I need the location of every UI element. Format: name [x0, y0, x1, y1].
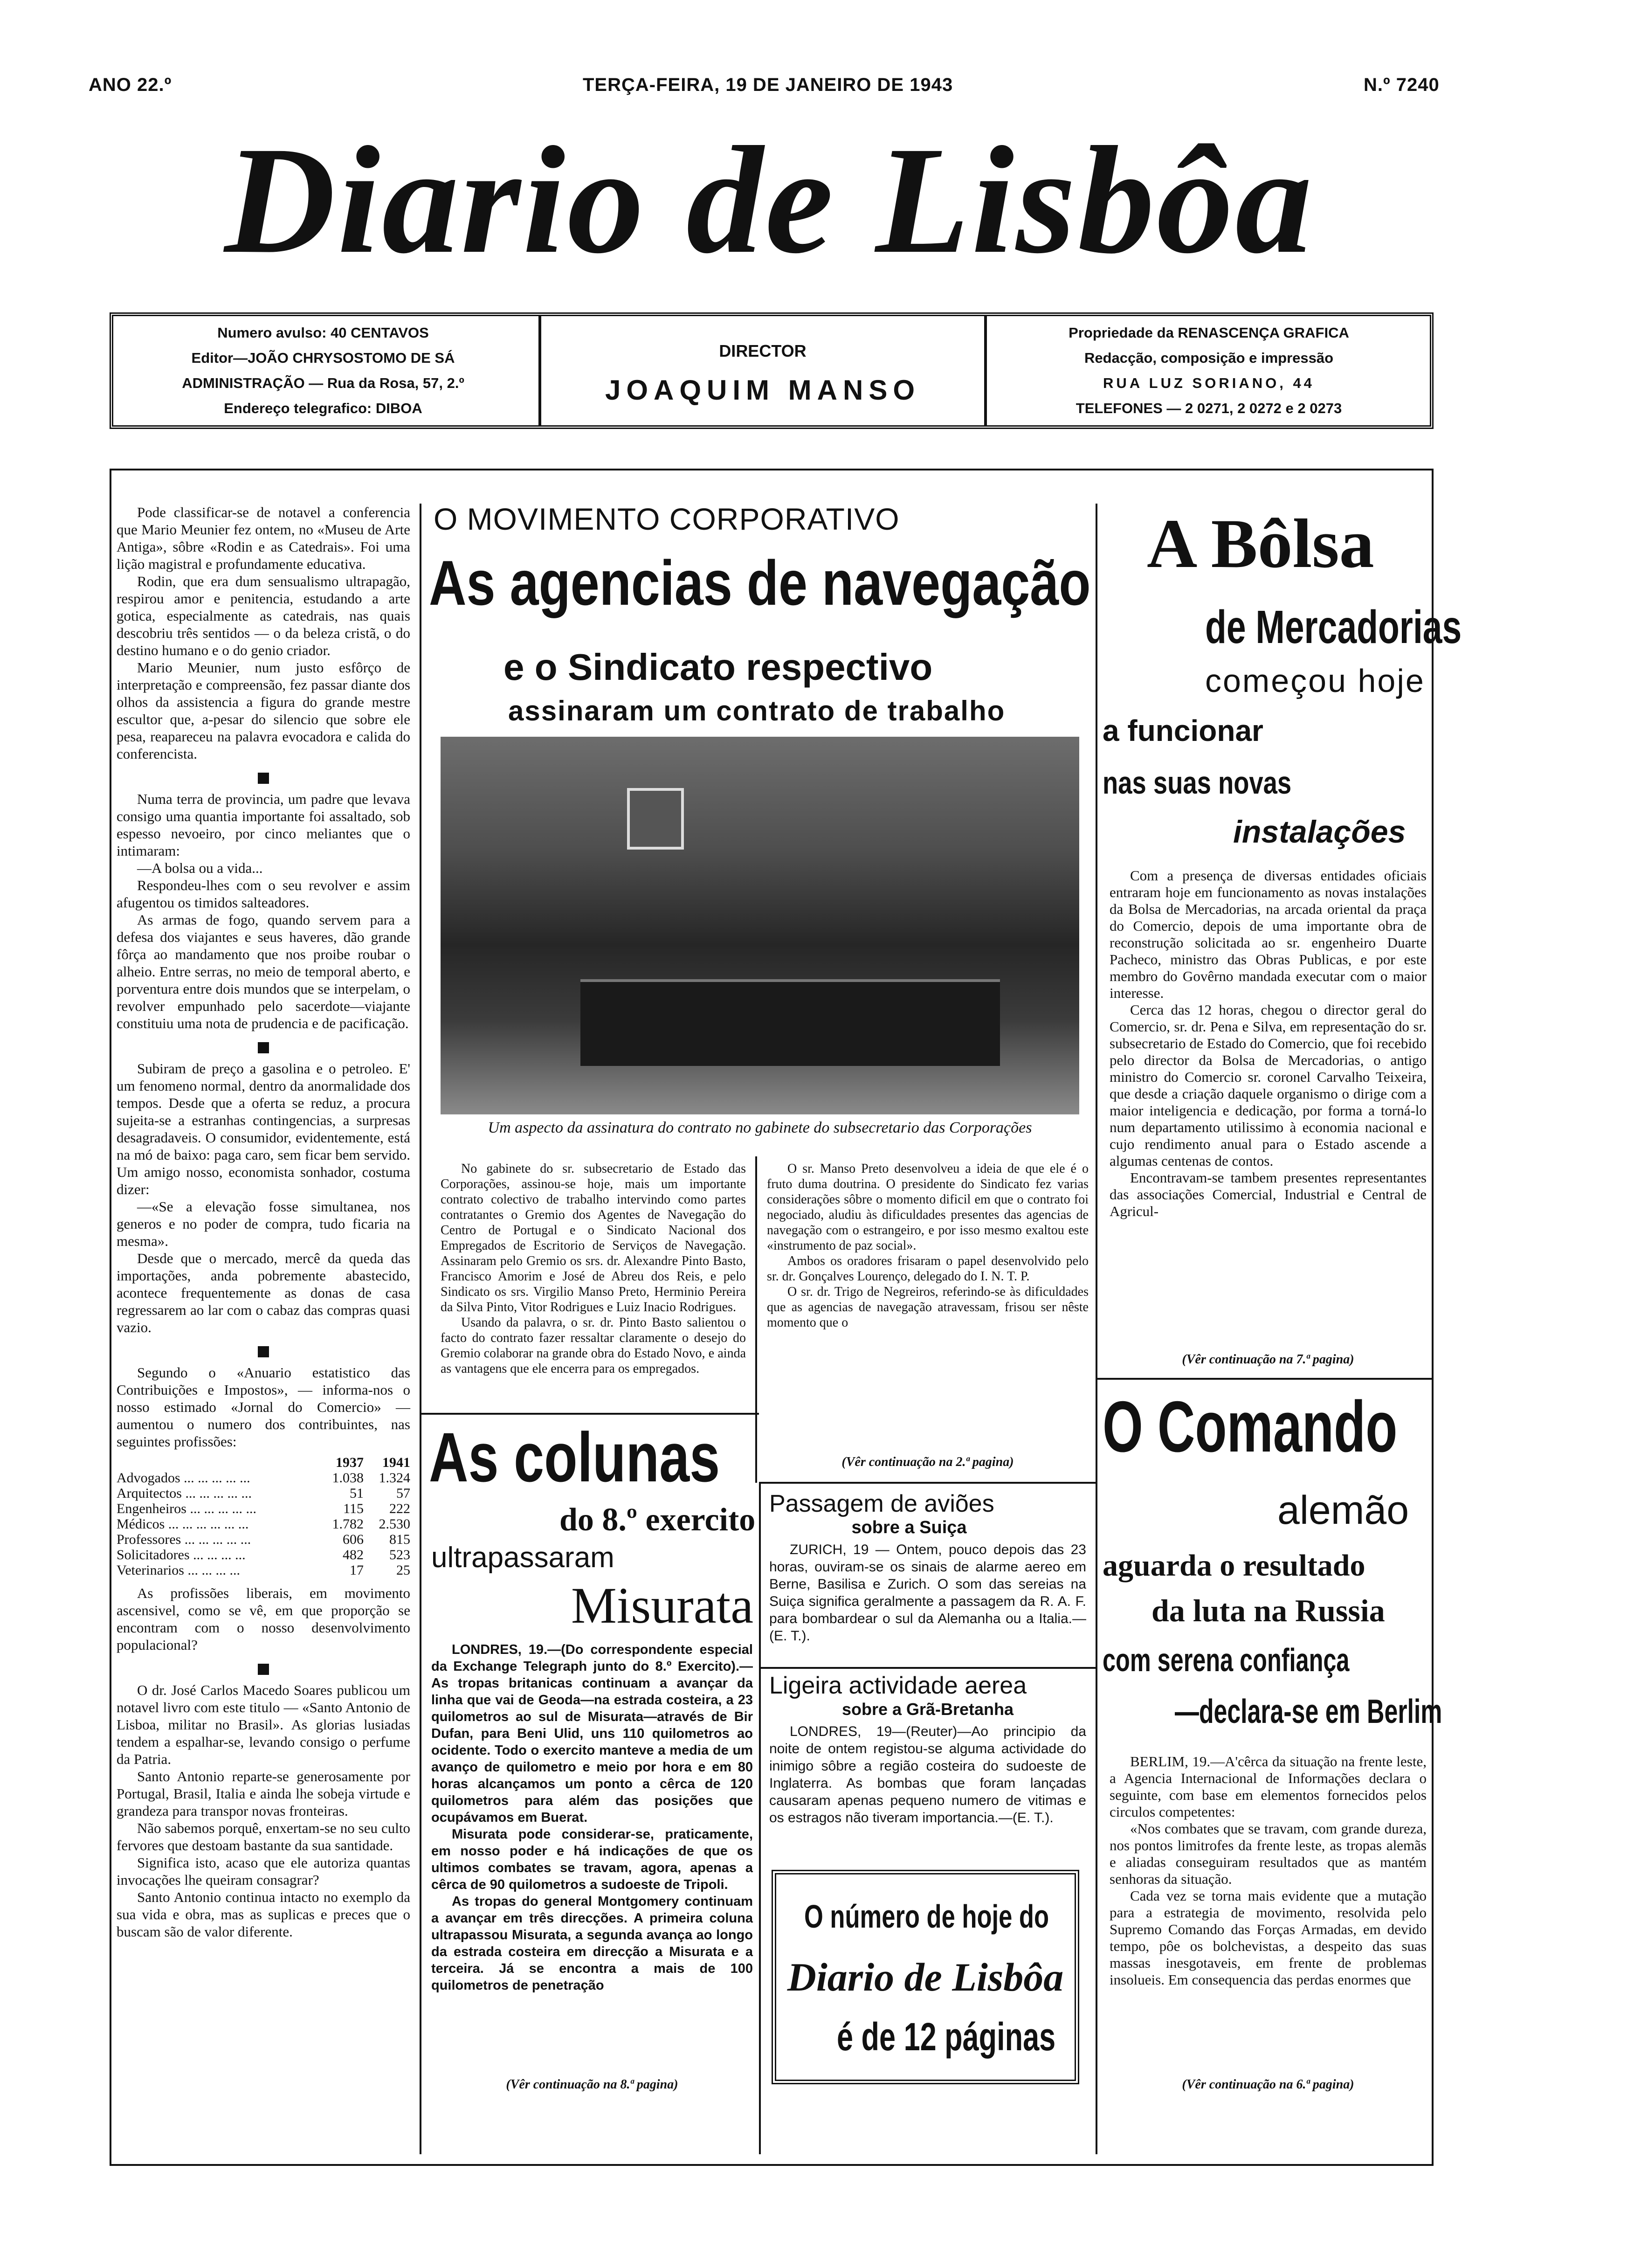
avioes-headline: Passagem de aviões [769, 1490, 994, 1517]
table-row: Advogados ... ... ... ... ... 1.038 1.324 [117, 1470, 410, 1486]
comando-sub-2: aguarda o resultado [1103, 1549, 1365, 1583]
info-director: DIRECTOR JOAQUIM MANSO [538, 316, 987, 425]
continuation-note: (Vêr continuação na 6.ª pagina) [1182, 2077, 1354, 2092]
colunas-headline: As colunas [429, 1418, 720, 1496]
table-row: Veterinarios ... ... ... ... 17 25 [117, 1563, 410, 1578]
section-marker [258, 773, 269, 784]
main-kicker: O MOVIMENTO CORPORATIVO [434, 502, 900, 536]
colunas-sub-3: Misurata [571, 1577, 754, 1634]
date-label: TERÇA-FEIRA, 19 DE JANEIRO DE 1943 [583, 75, 953, 95]
section-rule [759, 1482, 1096, 1484]
table-shape [580, 979, 1000, 1066]
main-subhead-1: e o Sindicato respectivo [503, 646, 933, 688]
bolsa-sub-1: de Mercadorias [1205, 601, 1462, 653]
main-story-col-2: O sr. Manso Preto desenvolveu a ideia de que ele é o fruto duma doutrina. O presidente do Sindicato fez varias considerações sôbre o momento dificil em que o contrato foi negociado, aludiu às dificuldades presentes das agencias de navegação com o estrangeiro, e por isso mesmo exaltou este «instrumento de paz social». Ambos os oradores frisaram o papel desenvolvido pelo sr. dr. Gonçalves Lourenço, delegado do I. N. T. P. O sr. dr. Trigo de Negreiros, referindo-se às dificuldades que as agencias de navegação atravessam, frisou ser nêste momento que o [767, 1162, 1089, 1330]
table-row: Professores ... ... ... ... ... 606 815 [117, 1532, 410, 1547]
avioes-body: ZURICH, 19 — Ontem, pouco depois das 23 horas, ouviram-se os sinais de alarme aereo em Berne, Basilisa e Zurich. O som das sereias na Suiça significa geralmente a passagem da R. A. F. para bombardear o sul da Alemanha ou a Italia.—(E. T.). [769, 1542, 1086, 1644]
comando-sub-4: com serena confiança [1103, 1642, 1350, 1678]
left-column: Pode classificar-se de notavel a conferencia que Mario Meunier fez ontem, no «Museu de Arte Antiga», sôbre «Rodin e as Catedrais». Foi uma lição magistral e profundamente educativa. Rodin, que era dum sensualismo ultrapagão, respirou amor e penitencia, estudando a arte gotica, especialmente as catedrais, nas quais descobriu três sentidos — o da beleza cristã, o do destino humano e o do genio criador. Mario Meunier, num justo esfôrço de interpretação e compreensão, fez passar diante dos olhos da assistencia a figura do grande mestre escultor que, a-pesar do silencio que sobre ele pesa, reapareceu na palavra evocadora e calida do conferencista. Numa terra de provincia, um padre que levava consigo uma quantia importante foi assaltado, sob espesso nevoeiro, por cinco meliantes que o intimaram: —A bolsa ou a vida... Respondeu-lhes com o seu revolver e assim afugentou os timidos salteadores. As armas de fogo, quando servem para a defesa dos viajantes e seus haveres, dão grande fôrça ao mandamento que nos proibe roubar o alheio. Entre serras, no meio de temporal aberto, e porventura entre dois mundos que se interpelam, o revolver empunhado pelo sacerdote—viajante constituiu uma nota de prudencia e de pacificação. Subiram de preço a gasolina e o petroleo. E' um fenomeno normal, dentro da anormalidade dos tempos. Desde que a oferta se reduz, a procura sujeita-se a estranhas contingencias, a surpresas desagradaveis. O consumidor, evidentemente, está na mó de baixo: paga caro, sem ficar bem servido. Um amigo nosso, economista sonhador, costuma dizer: —«Se a elevação fosse simultanea, nos generos e no poder de compra, tudo ficaria na mesma». Desde que o mercado, mercê da queda das importações, anda pobremente abastecido, acontece frequentemente as donas de casa regressarem ao lar com o cabaz das compras quasi vazio. Segundo o «Anuario estatistico das Contribuições e Impostos», — informa-nos o nosso estimado «Jornal do Comercio» — aumentou o numero dos contribuintes, nas seguintes profissões: 1937 1941 Advogados ... ... ... ... ... 1.038 1.324 Arquitectos ... ... ... ... ... 51 57 Engenheiros ... ... ... ... ... 115 222 Médicos ... ... ... ... ... ... 1.782 2.530 Professores ... ... ... ... ... 606 815 Solicitadores ... ... ... ... 482 523 Veterinarios ... ... ... ... 17 25 As profissões liberais, em movimento ascensivel, como se vê, em que proporção se encontram com o nosso desenvolvimento populacional? O dr. José Carlos Macedo Soares publicou um notavel livro com este titulo — «Santo Antonio de Lisboa, militar no Brasil». As glorias lusiadas tendem a espalhar-se, levando consigo o perfume da Patria. Santo Antonio reparte-se generosamente por Portugal, Brasil, Italia e ainda lhe sobeja virtude e grandeza para transpor novas fronteiras. Não sabemos porquê, enxertam-se no seu culto fervores que destoam bastante da sua santidade. Significa isto, acaso que ele autoriza quantas invocações lhe queiram consagrar? Santo Antonio continua intacto no exemplo da sua vida e obra, mas as suplicas e preces que o buscam são de valor diferente. [117, 504, 410, 1940]
column-rule [755, 1156, 757, 1483]
comando-sub-1: alemão [1277, 1488, 1409, 1533]
issue-number: N.º 7240 [1364, 75, 1440, 95]
signing-photo [441, 737, 1079, 1114]
bolsa-headline: A Bôlsa [1147, 505, 1374, 582]
column-rule [420, 504, 421, 2154]
table-row: Solicitadores ... ... ... ... 482 523 [117, 1547, 410, 1563]
director-name: JOAQUIM MANSO [605, 374, 921, 406]
picture-frame-icon [627, 788, 684, 850]
table-row: Engenheiros ... ... ... ... ... 115 222 [117, 1501, 410, 1516]
bolsa-body: Com a presença de diversas entidades oficiais entraram hoje em funcionamento as novas instalações da Bolsa de Mercadorias, na arcada oriental da praça do Comercio, depois de uma importante obra de reconstrução solicitada ao sr. engenheiro Duarte Pacheco, ministro das Obras Publicas, e por este membro do Govêrno mandada executar com o maior interesse. Cerca das 12 horas, chegou o director geral do Comercio, sr. dr. Pena e Silva, em representação do sr. subsecretario de Estado do Comercio, que foi recebido pelo director da Bolsa de Mercadorias, o antigo ministro do Comercio sr. coronel Carvalho Teixeira, que desde a criação daquele organismo o dirige com a maior inteligencia e dedicação, por forma a torná-lo num departamento utilissimo à economia nacional e cujo rendimento anual para o Estado ascende a algumas centenas de contos. Encontravam-se tambem presentes representantes das associações Comercial, Industrial e Central de Agricul- [1110, 867, 1427, 1219]
avioes-sub: sobre a Suiça [851, 1518, 967, 1537]
column-rule [1096, 504, 1097, 2154]
section-marker [258, 1042, 269, 1053]
info-left: Numero avulso: 40 CENTAVOS Editor—JOÃO CHRYSOSTOMO DE SÁ ADMINISTRAÇÃO — Rua da Rosa, 57, 2.º Endereço telegrafico: DIBOA [182, 325, 464, 416]
masthead: Diario de Lisbôa [224, 115, 1314, 285]
info-bar [110, 312, 1434, 429]
section-rule [421, 1413, 759, 1415]
bolsa-sub-4: nas suas novas [1103, 765, 1292, 801]
info-right: Propriedade da RENASCENÇA GRAFICA Redacção, composição e impressão RUA LUZ SORIANO, 44 TELEFONES — 2 0271, 2 0272 e 2 0273 [1069, 325, 1349, 416]
bolsa-sub-3: a funcionar [1103, 714, 1263, 747]
aerea-body: LONDRES, 19—(Reuter)—Ao principio da noite de ontem registou-se alguma actividade do inimigo sôbre a região costeira do sudoeste de Inglaterra. As bombas que foram lançadas causaram apenas pequeno numero de vitimas e os estragos não tiveram importancia.—(E. T.). [769, 1724, 1086, 1825]
comando-body: BERLIM, 19.—A'cêrca da situação na frente leste, a Agencia Internacional de Informações declara o seguinte, com base em elementos fornecidos pelos circulos competentes: «Nos combates que se travam, com grande dureza, nos pontos limitrofes da frente leste, as tropas alemãs e aliadas conseguiram resultados que as mantém senhoras da situação. Cada vez se torna mais evidente que a mutação para a estrategia de movimento, resolvida pelo Supremo Comando das Forças Armadas, em devido tempo, pôe os bolchevistas, a despeito das suas massas inesgotaveis, em frente de problemas insolueis. Em consequencia das perdas enormes que [1110, 1753, 1427, 1988]
bolsa-sub-5: instalações [1233, 814, 1406, 850]
continuation-note: (Vêr continuação na 2.ª pagina) [841, 1455, 1014, 1469]
comando-sub-3: da luta na Russia [1151, 1593, 1385, 1628]
comando-sub-5: —declara-se em Berlim [1175, 1693, 1442, 1730]
photo-caption: Um aspecto da assinatura do contrato no gabinete do subsecretario das Corporações [488, 1119, 1032, 1136]
main-headline: As agencias de navegação [429, 547, 1091, 618]
colunas-sub-2: ultrapassaram [431, 1542, 614, 1574]
colunas-body: LONDRES, 19.—(Do correspondente especial da Exchange Telegraph junto do 8.º Exercito).—As tropas britanicas continuam a avançar da linha que vai de Geoda—na estrada costeira, a 23 quilometros ao sul de Misurata—através de Bir Dufan, para Beni Ulid, uns 110 quilometros ao ocidente. Todo o exercito manteve a media de um avanço de quilometro e meio por hora e em 80 horas alcançamos um ponto a cêrca de 120 quilometros para além das posições que ocupávamos em Buerat. Misurata pode considerar-se, praticamente, em nosso poder e há indicações de que os ultimos combates se travam, agora, apenas a cêrca de 90 quilometros a sudoeste de Tripoli. As tropas do general Montgomery continuam a avançar em três direcções. A primeira coluna ultrapassou Misurata, a segunda avança ao longo da estrada costeira em direcção a Misurata e a terceira. Já se encontra a mais de 100 quilometros de penetração [431, 1642, 753, 1993]
column-rule [759, 1483, 761, 2154]
section-marker [258, 1346, 269, 1357]
professions-table: 1937 1941 Advogados ... ... ... ... ... 1.038 1.324 Arquitectos ... ... ... ... ... 51 57 Engenheiros ... ... ... ... ... 115 222 Médicos ... ... ... ... ... ... 1.782 2.530 Professores ... ... ... ... ... 606 815 Solicitadores ... ... ... ... 482 523 Veterinarios ... ... ... ... 17 25 [117, 1455, 410, 1578]
section-rule [761, 1667, 1096, 1669]
table-row: Médicos ... ... ... ... ... ... 1.782 2.530 [117, 1516, 410, 1532]
aerea-sub: sobre a Grã-Bretanha [841, 1700, 1014, 1719]
aerea-headline: Ligeira actividade aerea [769, 1672, 1027, 1699]
page-count-box: O número de hoje do Diario de Lisbôa é de 12 páginas [772, 1870, 1079, 2084]
main-story-col-1: No gabinete do sr. subsecretario de Estado das Corporações, assinou-se hoje, mais um importante contrato colectivo de trabalho intervindo como partes contratantes o Gremio dos Agentes de Navegação do Centro de Portugal e o Sindicato Nacional dos Empregados de Escritorio de Serviços de Navegação. Assinaram pelo Gremio os srs. dr. Alexandre Pinto Basto, Francisco Amorim e José de Abreu dos Reis, e pelo Sindicato os srs. Virgilio Manso Preto, Herminio Pereira da Silva Pinto, Vitor Rodrigues e Luiz Inacio Rodrigues. Usando da palavra, o sr. dr. Pinto Basto salientou o facto do contrato fazer ressaltar claramente o desejo do Gremio colaborar na grande obra do Estado Novo, e ainda as vantagens que ele encerra para os empregados. [441, 1162, 746, 1376]
continuation-note: (Vêr continuação na 7.ª pagina) [1182, 1352, 1354, 1367]
colunas-sub-1: do 8.º exercito [559, 1502, 756, 1538]
table-row: Arquitectos ... ... ... ... ... 51 57 [117, 1486, 410, 1501]
continuation-note: (Vêr continuação na 8.ª pagina) [506, 2077, 678, 2092]
comando-headline: O Comando [1103, 1386, 1398, 1467]
section-marker [258, 1664, 269, 1675]
bolsa-sub-2: começou hoje [1205, 663, 1425, 699]
main-subhead-2: assinaram um contrato de trabalho [508, 695, 1006, 726]
year-label: ANO 22.º [89, 75, 172, 95]
section-rule [1097, 1378, 1432, 1380]
